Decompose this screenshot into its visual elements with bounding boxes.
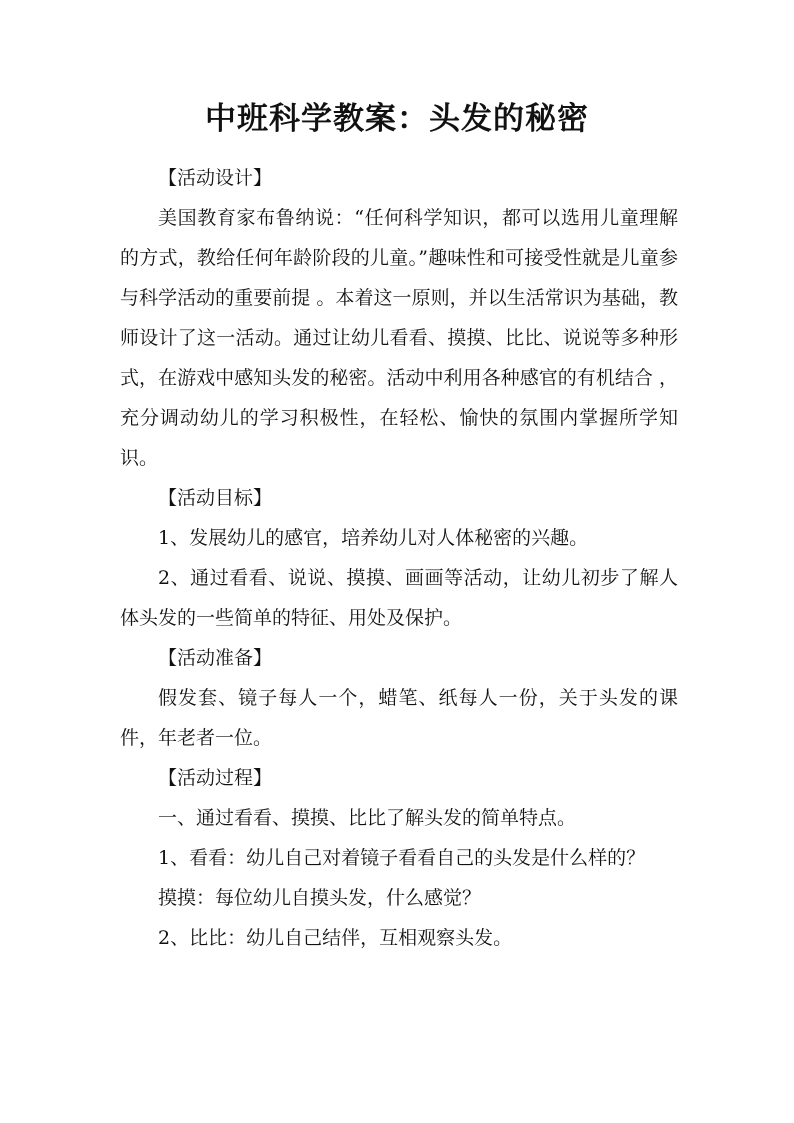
paragraph-process-compare: 2、比比：幼儿自己结伴，互相观察头发。 <box>158 927 513 949</box>
paragraph-design-text: 美国教育家布鲁纳说：“任何科学知识，都可以选用儿童理解的方式，教给任何年龄阶段的儿童。”趣味性和可接受性就是儿童参与科学活动的重要前提 。本着这一原则，并以生活常识为基础，教师设计了这一活动。通过让幼儿看看、摸摸、比比、说说等多种形式，在游戏中感知头发的秘密。活动中利用各种感官的有机结合 ，充分调动幼儿的学习积极性，在轻松、愉快的氛围内掌握所学知识。 <box>120 207 678 469</box>
section-heading-goals: 【活动目标】 <box>158 487 273 509</box>
paragraph-goal-2: 2、通过看看、说说、摸摸、画画等活动，让幼儿初步了解人体头发的一些简单的特征、用处及保护。 <box>120 567 678 629</box>
section-heading-process: 【活动过程】 <box>158 767 273 789</box>
document-title: 中班科学教案：头发的秘密 <box>205 101 589 137</box>
paragraph-goal-1: 1、发展幼儿的感官，培养幼儿对人体秘密的兴趣。 <box>158 527 589 549</box>
section-heading-design: 【活动设计】 <box>158 167 273 189</box>
document-body <box>120 158 678 958</box>
paragraph-process-step-1: 一、通过看看、摸摸、比比了解头发的简单特点。 <box>158 807 577 829</box>
paragraph-process-touch: 摸摸：每位幼儿自摸头发，什么感觉？ <box>158 887 482 909</box>
paragraph-preparation: 假发套、镜子每人一个，蜡笔、纸每人一份，关于头发的课件，年老者一位。 <box>120 687 678 749</box>
section-heading-preparation: 【活动准备】 <box>158 647 273 669</box>
paragraph-process-look: 1、看看：幼儿自己对着镜子看看自己的头发是什么样的？ <box>158 847 646 869</box>
